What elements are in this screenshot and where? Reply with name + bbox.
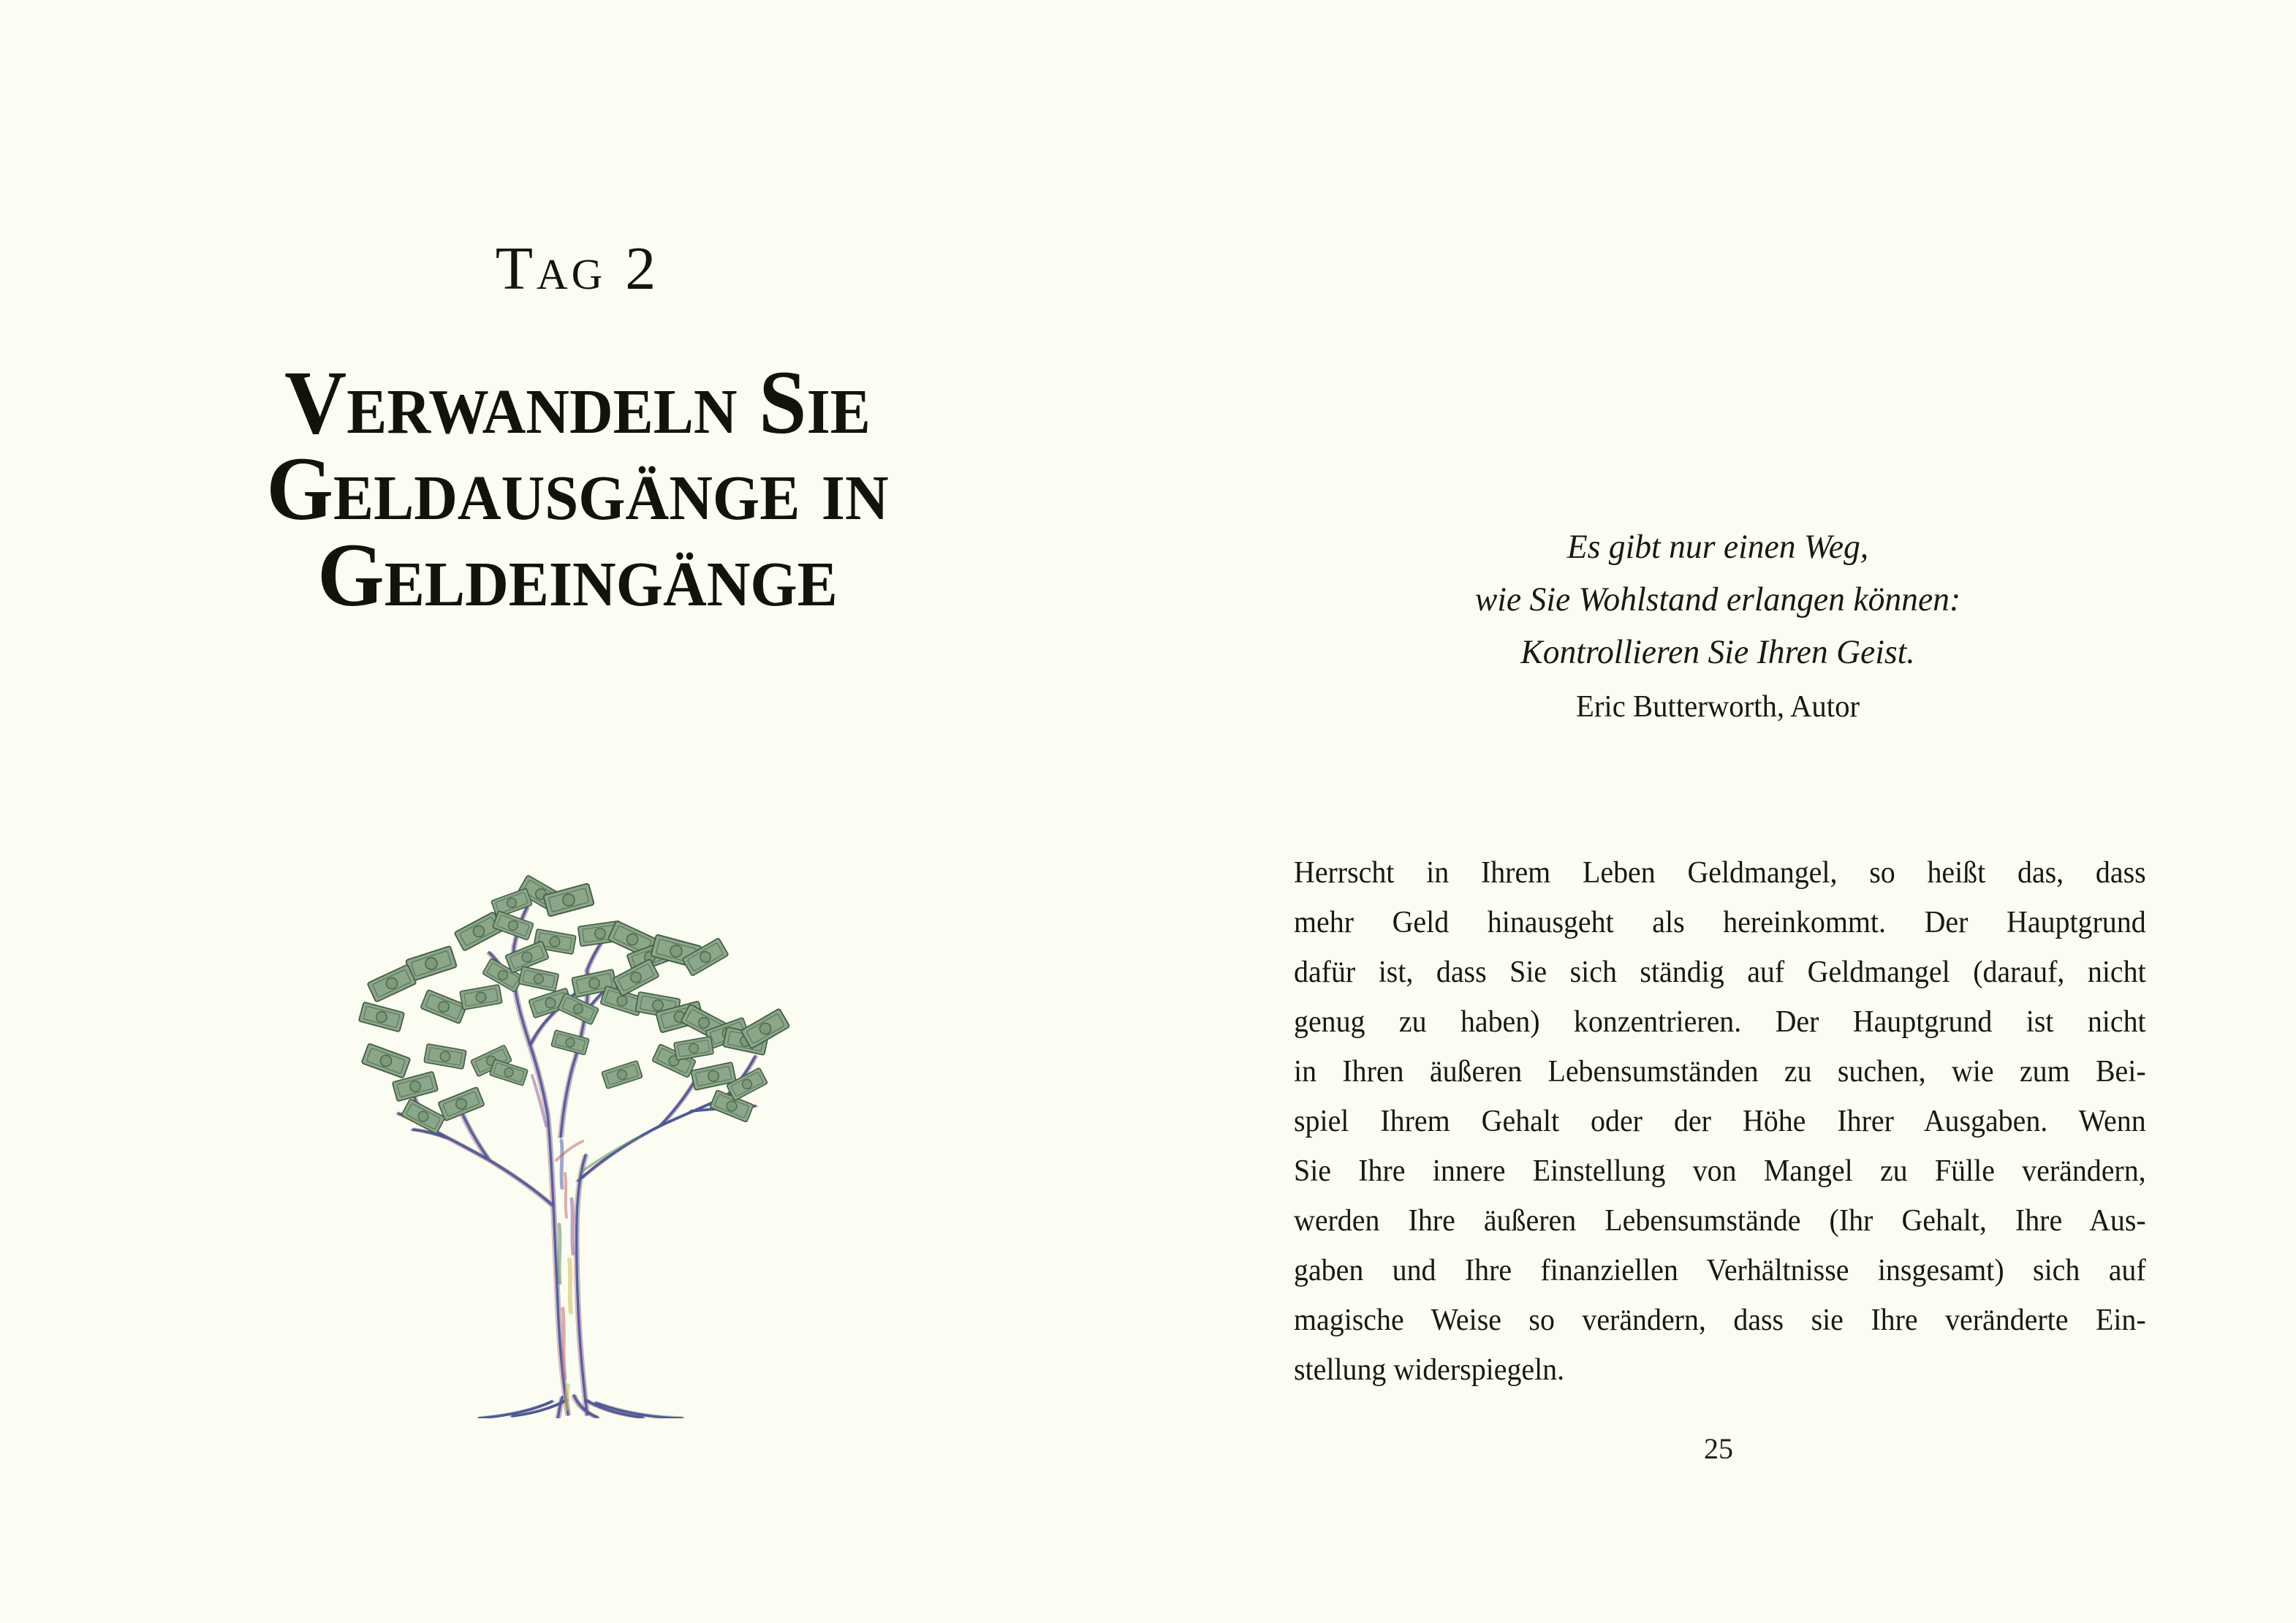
body-text-line: mehr Geld hinausgeht als hereinkommt. Der Hauptgrund bbox=[1294, 906, 2146, 939]
body-text-line: magische Weise so verändern, dass sie Ihre veränderte Ein- bbox=[1294, 1304, 2146, 1337]
body-text-line: gaben und Ihre finanziellen Verhältnisse insgesamt) sich auf bbox=[1294, 1254, 2146, 1287]
dollar-bill-leaves bbox=[359, 875, 790, 1134]
chapter-kicker: Tag 2 bbox=[495, 235, 660, 303]
money-tree-svg bbox=[355, 874, 793, 1418]
body-text-line: Herrscht in Ihrem Leben Geldmangel, so heißt das, dass bbox=[1294, 856, 2146, 890]
chapter-title bbox=[91, 352, 1064, 625]
chapter-title-line: Geldeingänge bbox=[317, 525, 838, 625]
body-text-line: Sie Ihre innere Einstellung von Mangel zu Fülle verändern, bbox=[1294, 1154, 2146, 1188]
body-text-line: werden Ihre äußeren Lebensumstände (Ihr Gehalt, Ihre Aus- bbox=[1294, 1204, 2146, 1238]
epigraph-quote bbox=[1417, 521, 2020, 728]
body-text-line: stellung widerspiegeln. bbox=[1294, 1353, 1565, 1387]
body-text-line: dafür ist, dass Sie sich ständig auf Geldmangel (darauf, nicht bbox=[1294, 956, 2146, 989]
body-text-line: in Ihren äußeren Lebensumständen zu suchen, wie zum Bei- bbox=[1294, 1055, 2146, 1089]
body-paragraph bbox=[1294, 848, 2146, 1395]
epigraph-quote-lines bbox=[1417, 521, 2020, 678]
epigraph-attribution: Eric Butterworth, Autor bbox=[1575, 690, 1860, 724]
body-text-line: genug zu haben) konzentrieren. Der Hauptgrund ist nicht bbox=[1294, 1005, 2146, 1039]
epigraph-quote-line: Es gibt nur einen Weg, bbox=[1566, 528, 1869, 566]
chapter-title-line: Verwandeln Sie bbox=[284, 352, 871, 453]
page-number: 25 bbox=[1704, 1432, 1733, 1465]
chapter-title-line: Geldausgänge in bbox=[266, 439, 889, 539]
epigraph-quote-line: Kontrollieren Sie Ihren Geist. bbox=[1520, 633, 1915, 671]
epigraph-quote-line: wie Sie Wohlstand erlangen können: bbox=[1474, 580, 1961, 618]
money-tree-illustration bbox=[355, 874, 793, 1418]
body-text-line: spiel Ihrem Gehalt oder der Höhe Ihrer Ausgaben. Wenn bbox=[1294, 1105, 2146, 1138]
